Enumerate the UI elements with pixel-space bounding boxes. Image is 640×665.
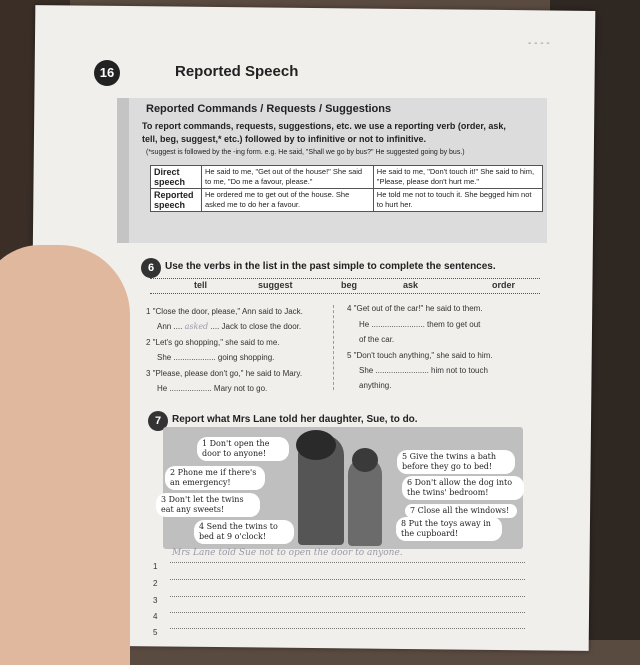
answer-line-number: 2 [153,579,158,588]
sentence-4-answer-cont: of the car. [359,335,395,344]
verb-item: tell [194,280,208,290]
exercise-6-title: Use the verbs in the list in the past simple to complete the sentences. [165,261,496,272]
rule-note: (*suggest is followed by the -ing form. e.g. He said, "Shall we go by bus?" He suggested going by bus.) [146,149,465,156]
reported-speech-example-2: He told me not to touch it. She begged him not to hurt her. [373,189,542,212]
verb-item: order [492,280,516,290]
sentence-3-prompt: 3 "Please, please don't go," he said to Mary. [146,369,303,378]
verb-item: beg [341,280,358,290]
speech-bubble: 4 Send the twins to bed at 9 o'clock! [194,520,294,544]
sentence-5-answer-line: She ........................ him not to touch [359,366,488,375]
direct-speech-example-1: He said to me, "Get out of the house!" She said to me, "Do me a favour, please." [202,166,374,189]
sentence-2-prompt: 2 "Let's go shopping," she said to me. [146,338,280,347]
exercise-7-number: 7 [148,411,168,431]
exercise-6-number: 6 [141,258,161,278]
verb-item: suggest [258,280,293,290]
sentence-2-answer-line: She ................... going shopping. [157,353,275,362]
exercise-7-title: Report what Mrs Lane told her daughter, Sue, to do. [172,414,418,425]
sentence-1-prompt: 1 "Close the door, please," Ann said to Jack. [146,307,303,316]
sentence-3-answer-line: He ................... Mary not to go. [157,384,268,393]
unit-number: 16 [94,60,120,86]
speech-bubble: 1 Don't open the door to anyone! [197,437,289,461]
verb-item: ask [403,280,419,290]
sentence-5-prompt: 5 "Don't touch anything," she said to him. [347,351,493,360]
answer-line [170,616,525,629]
answer-line-number: 1 [153,562,158,571]
sentence-5-answer-cont: anything. [359,381,392,390]
daughter-hair [352,448,378,472]
speech-bubble: 6 Don't allow the dog into the twins' bedroom! [402,476,524,500]
direct-speech-label: Direct speech [151,166,202,189]
answer-line-number: 5 [153,628,158,637]
sentence-4-answer-line: He ........................ them to get out [359,320,481,329]
speech-bubble: 3 Don't let the twins eat any sweets! [156,493,260,517]
answer-line-number: 3 [153,596,158,605]
rule-line-1: To report commands, requests, suggestions, etc. we use a reporting verb (order, ask, [142,121,506,131]
sentence-4-prompt: 4 "Get out of the car!" he said to them. [347,304,483,313]
hand [0,245,130,665]
reported-speech-label: Reported speech [151,189,202,212]
speech-bubble: 5 Give the twins a bath before they go to bed! [397,450,515,474]
handwritten-answer: asked [184,322,209,331]
mother-hair [296,430,336,460]
answer-line [170,550,525,563]
direct-speech-example-2: He said to me, "Don't touch it!" She said to him, "Please, please don't hurt me." [373,166,542,189]
rule-box-title: Reported Commands / Requests / Suggestions [146,103,392,115]
unit-title: Reported Speech [175,63,299,80]
handwritten-answer-1: Mrs Lane told Sue not to open the door to anyone. [172,548,403,558]
answer-line [170,584,525,597]
speech-bubble: 7 Close all the windows! [405,504,517,518]
answer-line [170,567,525,580]
column-divider [333,305,334,390]
answer-line-number: 4 [153,612,158,621]
rule-table [150,165,543,212]
rule-line-2: tell, beg, suggest,* etc.) followed by to infinitive or not to infinitive. [142,134,427,144]
reported-speech-example-1: He ordered me to get out of the house. She asked me to do her a favour. [202,189,374,212]
answer-line [170,600,525,613]
speech-bubble: 8 Put the toys away in the cupboard! [396,517,502,541]
sentence-1-answer-line: Ann .... asked .... Jack to close the door. [157,322,302,331]
speech-bubble: 2 Phone me if there's an emergency! [165,466,265,490]
corner-mark: - - - - [528,38,550,49]
